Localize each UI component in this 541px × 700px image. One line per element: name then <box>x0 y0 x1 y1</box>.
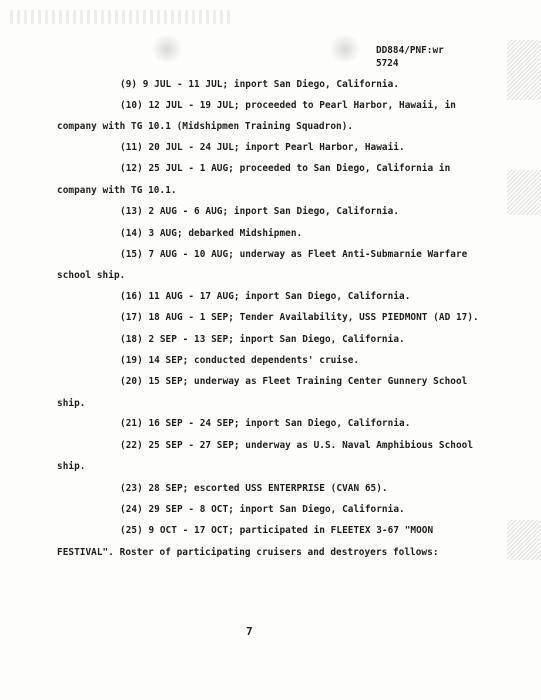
entry-line: (10) 12 JUL - 19 JUL; proceeded to Pearl Harbor, Hawaii, in <box>120 100 456 111</box>
entry-line: ship. <box>57 461 86 472</box>
binding-edge-mark <box>507 170 541 215</box>
punch-hole-smudge-left <box>150 36 184 62</box>
entry-line: (21) 16 SEP - 24 SEP; inport San Diego, California. <box>120 418 411 429</box>
page-number: 7 <box>246 625 253 638</box>
entry-line: (9) 9 JUL - 11 JUL; inport San Diego, California. <box>120 79 400 90</box>
entry-line: (15) 7 AUG - 10 AUG; underway as Fleet Anti-Submarnie Warfare <box>120 249 468 260</box>
entry-line: (18) 2 SEP - 13 SEP; inport San Diego, California. <box>120 334 405 345</box>
binding-edge-mark <box>507 520 541 560</box>
entry-line: (20) 15 SEP; underway as Fleet Training Center Gunnery School <box>120 376 468 387</box>
entry-line: ship. <box>57 398 86 409</box>
entry-line: (22) 25 SEP - 27 SEP; underway as U.S. Naval Amphibious School <box>120 440 474 451</box>
entry-line: (17) 18 AUG - 1 SEP; Tender Availability, USS PIEDMONT (AD 17). <box>120 312 479 323</box>
serial-number: 5724 <box>376 58 399 69</box>
entry-line: company with TG 10.1. <box>57 185 177 196</box>
entry-line: (24) 29 SEP - 8 OCT; inport San Diego, California. <box>120 504 405 515</box>
entry-line: (14) 3 AUG; debarked Midshipmen. <box>120 228 303 239</box>
entry-line: (13) 2 AUG - 6 AUG; inport San Diego, California. <box>120 206 400 217</box>
entry-line: (19) 14 SEP; conducted dependents' cruise. <box>120 355 360 366</box>
entry-line: (11) 20 JUL - 24 JUL; inport Pearl Harbor, Hawaii. <box>120 142 405 153</box>
entry-line: (23) 28 SEP; escorted USS ENTERPRISE (CVAN 65). <box>120 483 388 494</box>
faint-bleed-through <box>10 10 230 24</box>
entry-line: (16) 11 AUG - 17 AUG; inport San Diego, California. <box>120 291 411 302</box>
binding-edge-mark <box>507 40 541 100</box>
entry-line: FESTIVAL". Roster of participating cruisers and destroyers follows: <box>57 547 439 558</box>
entry-line: company with TG 10.1 (Midshipmen Training Squadron). <box>57 121 354 132</box>
entry-line: (25) 9 OCT - 17 OCT; participated in FLEETEX 3-67 "MOON <box>120 525 434 536</box>
entry-line: school ship. <box>57 270 126 281</box>
punch-hole-smudge-right <box>328 36 362 62</box>
entry-line: (12) 25 JUL - 1 AUG; proceeded to San Diego, California in <box>120 163 451 174</box>
file-reference: DD884/PNF:wr <box>376 45 444 56</box>
